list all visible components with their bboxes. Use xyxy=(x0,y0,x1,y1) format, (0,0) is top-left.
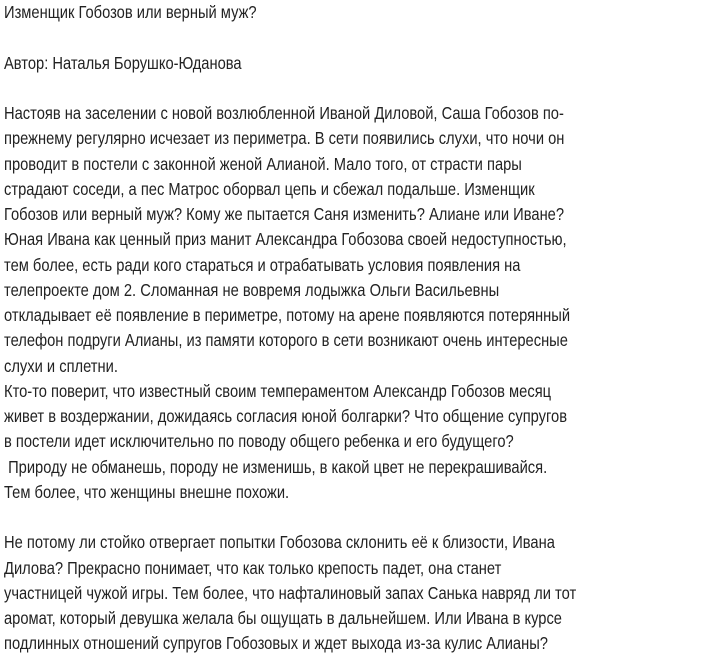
spacer xyxy=(4,76,576,101)
text-line: живет в воздержании, дожидаясь согласия юной болгарки? Что общение супругов xyxy=(4,406,568,426)
text-line: тем более, есть ради кого стараться и отрабатывать условия появления на xyxy=(4,254,521,275)
spacer xyxy=(4,505,576,530)
text-line: страдают соседи, а пес Матрос оборвал цепь и сбежал подальше. Изменщик xyxy=(4,178,535,199)
article-author: Автор: Наталья Борушко-Юданова xyxy=(4,52,242,73)
paragraph-2 xyxy=(4,530,576,656)
text-line: подлинных отношений супругов Гобозовых и ждет выхода из-за кулис Алианы? xyxy=(4,633,548,654)
spacer xyxy=(4,25,576,50)
text-line: телепроекте дом 2. Сломанная не вовремя лодыжка Ольги Васильевны xyxy=(4,279,500,300)
text-line: Гобозов или верный муж? Кому же пытается Саня изменить? Алиане или Иване? xyxy=(4,204,565,224)
text-line: проводит в постели с законной женой Алианой. Мало того, от страсти пары xyxy=(4,153,522,174)
text-line: Дилова? Прекрасно понимает, что как только крепость падет, она станет xyxy=(4,557,502,578)
text-line: слухи и сплетни. xyxy=(4,355,118,376)
text-line: Настояв на заселении с новой возлюбленной Иваной Диловой, Саша Гобозов по- xyxy=(4,103,564,123)
article xyxy=(4,0,576,657)
text-line: Юная Ивана как ценный приз манит Александра Гобозова своей недоступностью, xyxy=(4,229,567,250)
text-line: Кто-то поверит, что известный своим темпераментом Александр Гобозов месяц xyxy=(4,380,552,401)
text-line: прежнему регулярно исчезает из периметра. В сети появились слухи, что ночи он xyxy=(4,128,565,149)
text-line: Тем более, что женщины внешне похожи. xyxy=(4,481,290,502)
text-line: Природу не обманешь, породу не изменишь, в какой цвет не перекрашивайся. xyxy=(4,456,548,477)
text-line: откладывает её появление в периметре, потому на арене появляются потерянный xyxy=(4,305,571,325)
text-line: участницей чужой игры. Тем более, что нафталиновый запах Санька навряд ли тот xyxy=(4,582,577,603)
text-line: Не потому ли стойко отвергает попытки Гобозова склонить её к близости, Ивана xyxy=(4,532,555,553)
text-line: в постели идет исключительно по поводу общего ребенка и его будущего? xyxy=(4,431,514,452)
text-line: аромат, который девушка желала бы ощущать в дальнейшем. Или Ивана в курсе xyxy=(4,608,562,628)
paragraph-1 xyxy=(4,101,576,505)
text-line: телефон подруги Алианы, из памяти которого в сети возникают очень интересные xyxy=(4,330,568,351)
article-title: Изменщик Гобозов или верный муж? xyxy=(4,2,257,22)
